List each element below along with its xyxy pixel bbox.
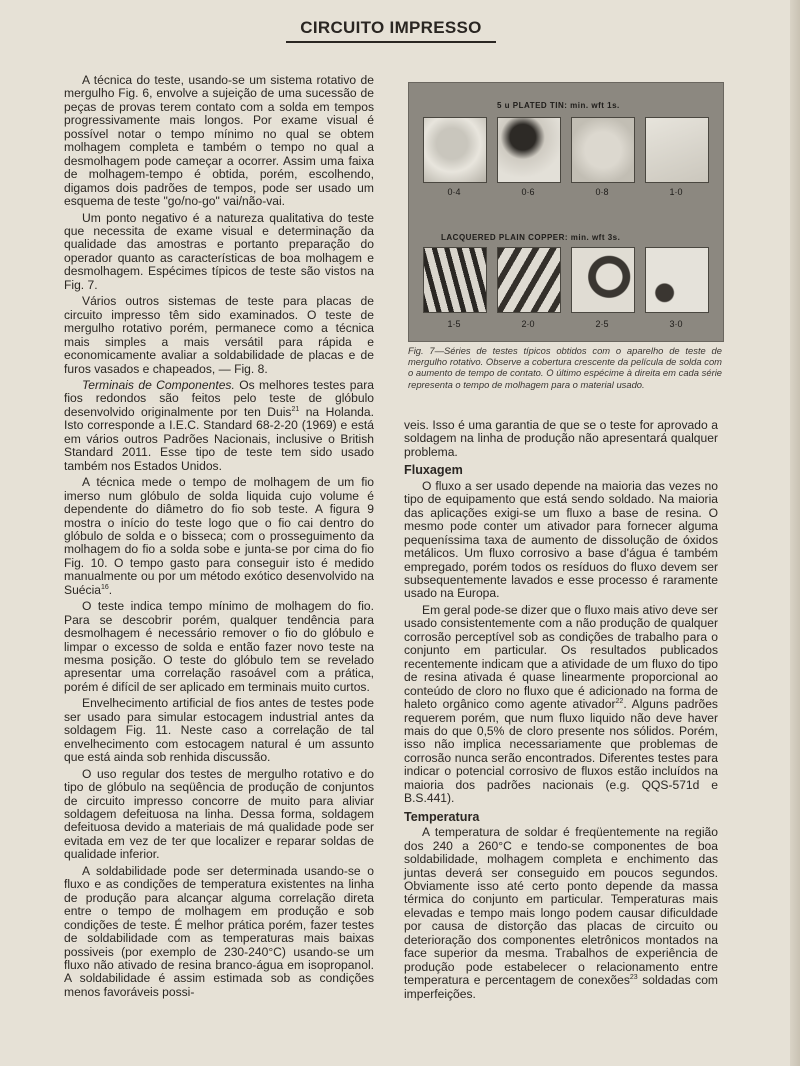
section-heading-temperatura: Temperatura (404, 809, 480, 824)
paragraph: A técnica do teste, usando-se um sistema rotativo de mergulho Fig. 6, envolve a sujeição de uma sucessão de peças de provas terem contato com a solda em tempos progressivamente mais longos. Por exame visual é possível notar o tempo mínimo no qual se obtem molhagem completa e também o tempo no qual a desmolhagem pode cameçar a ocorrer. Assim uma faixa de molhagem-tempo é obtida, porém, escolhendo, digamos dois padrões de tempos, pode ser usado um esquema de teste "go/no-go" vai/não-vai. (64, 73, 374, 209)
paragraph-text: A técnica mede o tempo de molhagem de um fio imerso num glóbulo de solda liquida cujo volume é dependente do diâmetro do fio sob teste. A figura 9 mostra o início do teste logo que o fio cai dentro do glóbulo de solda e o bisseca; com o prosseguimento da molhagem do fio a solda sobe e junta-se por cima do fio Fig. 10. O tempo gasto para conseguir isto é medido manualmente ou por um método exótico desenvolvido na Suécia (64, 475, 374, 597)
paragraph-text: Os melhores testes para fios redondos são feitos pelo teste de glóbulo desenvolvido originalmente por ten Duis (64, 377, 374, 419)
reference-16: 16 (100, 583, 109, 591)
section-heading-fluxagem: Fluxagem (404, 463, 463, 478)
figure-7-photo (408, 82, 724, 342)
row2-label: LACQUERED PLAIN COPPER: min. wft 3s. (441, 233, 621, 242)
specimen-tile (645, 247, 709, 313)
time-label: 1·5 (447, 319, 461, 329)
specimen-tile (423, 117, 487, 183)
time-label: 0·8 (595, 187, 609, 197)
paragraph-text: . (108, 582, 113, 597)
time-label: 1·0 (669, 187, 683, 197)
time-label: 0·4 (447, 187, 461, 197)
paragraph-text: na Holanda. Isto corresponde a I.E.C. Standard 68-2-20 (1969) e está em vários outros Padrões Nacionais, inclusive o British Standard 2011. Esse tipo de teste tem sido usado também nos Estados Unidos. (64, 404, 374, 473)
specimen-tile (423, 247, 487, 313)
paragraph-text: . Alguns padrões requerem porém, que num fluxo liquido não deve haver mais do que 0,5% de cloro presente nos sólidos. Porém, isso não implica necessariamente que problemas de corrosão nunca serão encontrados. Diferentes testes para indicar o potencial corrosivo de fluxos estão incluídos na maioria dos padrões nacionais (e.g. QQS-571d e B.S.441). (404, 697, 718, 806)
paragraph-text: Em geral pode-se dizer que o fluxo mais ativo deve ser usado consistentemente com a não produção de qualquer corrosão perceptível sob as condições de trabalho para o conjunto em particular. Os resultados publicados recentemente indicam que a atividade de um fluxo do tipo de resina ativada é quase linearmente proporcional ao conteúdo de cloro no fluxo que é adicionado na forma de haleto orgânico como agente ativador (404, 602, 718, 712)
specimen-tile (497, 117, 561, 183)
row1-label: 5 u PLATED TIN: min. wft 1s. (497, 101, 620, 110)
specimen-tile (571, 247, 635, 313)
reference-21: 21 (291, 405, 300, 413)
paragraph: O teste indica tempo mínimo de molhagem do fio. Para se descobrir porém, qualquer tendência para desmolhagem é necessário remover o fio do glóbulo e limpar o excesso de solda e então fazer novo teste na mesma posição. O teste do glóbulo tem se revelado apresentar uma correlação rasoável com a prática, porém é difícil de ser aplicado em terminais muito curtos. (64, 599, 374, 694)
paragraph (64, 476, 374, 597)
paragraph: O fluxo a ser usado depende na maioria das vezes no tipo de equipamento que está sendo soldado. Na maioria das aplicações exigi-se um fluxo a base de resina. O mesmo pode conter um ativador para fornecer alguma pequeníssima taxa de aumento de dissolução de óxidos metálicos. Um fluxo corrosivo a base d'água é também empregado, porém todos os resíduos do fluxo devem ser subsequentemente lavados e esse processo é raramente usado na Europa. (404, 478, 718, 601)
paragraph (404, 826, 718, 1001)
reference-23: 23 (629, 974, 638, 982)
specimen-tile (571, 117, 635, 183)
figure-caption: Fig. 7—Séries de testes típicos obtidos com o aparelho de teste de mergulho rotativo. Observe a cobertura crescente da película de solda com o aumento de tempo de contato. O último espécime à direita em cada série representa o tempo de molhagem para o material usado. (408, 345, 722, 390)
right-column (404, 419, 718, 1004)
page-edge (790, 0, 800, 1066)
paragraph: O uso regular dos testes de mergulho rotativo e do tipo de glóbulo na seqüência de produção de conjuntos de circuito impresso concorre de muito para aliviar soldagem defeituosa na linha. Dessa forma, soldagem defeituosa devido a materiais de má qualidade pode ser evitada em vez de ter que localizer e reparar soldas de qualidade inferior. (64, 766, 374, 862)
paragraph (64, 379, 374, 473)
paragraph-text: A temperatura de soldar é freqüentemente na região dos 240 a 260°C e tendo-se componentes de boa soldabilidade, molhagem completa e enchimento das juntas deverá ser conseguido em poucos segundos. Obviamente isso até certo ponto depende da massa térmica do conjunto em particular. Temperaturas mais elevadas e tempo mais longo podem causar dificuldade por causa de distorção das placas de circuito ou deterioração dos componentes eletrônicos montados na face superior da mesma. Trabalhos de experiência de produção pode estabelecer o relacionamento entre temperatura e percentagem de conexões (404, 825, 718, 988)
paragraph: veis. Isso é uma garantia de que se o teste for aprovado a soldagem na linha de produção não apresentará qualquer problema. (404, 418, 718, 459)
specimen-tile (645, 117, 709, 183)
reference-22: 22 (615, 698, 624, 706)
time-label: 2·5 (595, 319, 609, 329)
paragraph: Envelhecimento artificial de fios antes de testes pode ser usado para simular estocagem industrial antes da soldagem Fig. 11. Neste caso a correlação de tal envelhecimento com estocagem natural é um assunto que está ainda sob renhida discussão. (64, 696, 374, 765)
paragraph: Um ponto negativo é a natureza qualitativa do teste que necessita de exame visual e determinação da qualidade das amostras e portanto preparação do operador quanto as características de boa molhagem e desmolhagem. Espécimes típicos de teste são vistos na Fig. 7. (64, 210, 374, 292)
left-column (64, 74, 374, 1002)
paragraph-text: soldadas com imperfeições. (404, 973, 718, 1001)
time-label: 3·0 (669, 319, 683, 329)
time-label: 0·6 (521, 187, 535, 197)
paragraph (404, 604, 718, 806)
time-label: 2·0 (521, 319, 535, 329)
paragraph: Vários outros sistemas de teste para placas de circuito impresso têm sido examinados. O teste de mergulho rotativo porém, permanece como a técnica mais simples a mais versátil para rápida e economicamente avaliar a soldabilidade de placas e de furos vasados e chapeados, — Fig. 8. (64, 294, 374, 376)
terminais-heading: Terminais de Componentes. (82, 377, 235, 392)
paragraph: A soldabilidade pode ser determinada usando-se o fluxo e as condições de temperatura existentes na linha de produção para alcançar alguma correlação direta entre o tempo de molhagem em produção e sob condições de teste. É melhor prática porém, fazer testes de soldabilidade com as temperaturas mais baixas possiveis (por exemplo de 230-240°C) usando-se um fluxo não ativado de resina branco-água em isopropanol. A soldabilidade é assim estimada sob as condições menos favoráveis possi- (64, 863, 374, 999)
page-header: CIRCUITO IMPRESSO (286, 18, 496, 43)
specimen-tile (497, 247, 561, 313)
